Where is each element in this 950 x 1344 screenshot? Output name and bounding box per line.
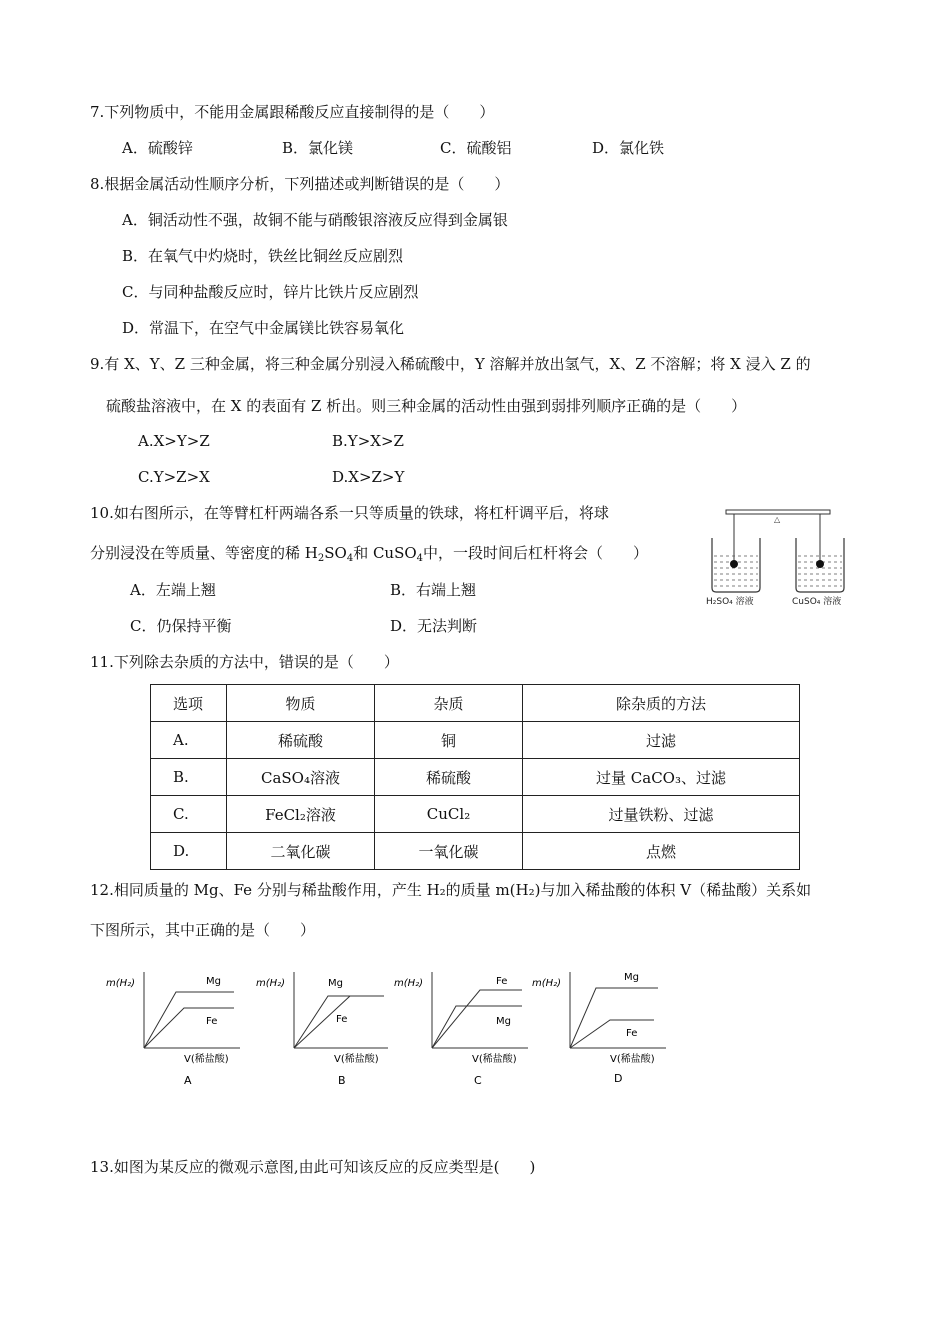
q7-option-c: C．硫酸铝 (440, 139, 512, 157)
q7-option-a: A．硫酸锌 (122, 139, 193, 157)
q10-option-b: B．右端上翘 (390, 581, 477, 599)
cell-impurity: 铜 (375, 722, 523, 759)
q9-stem-line2: 硫酸盐溶液中，在 X 的表面有 Z 析出。则三种金属的活动性由强到弱排列顺序正确的是（ ） (106, 397, 747, 415)
q9-option-a: A.X>Y>Z (138, 432, 210, 450)
cell-substance: 二氧化碳 (227, 833, 375, 870)
header-method: 除杂质的方法 (523, 685, 800, 722)
right-iron-ball (816, 560, 824, 568)
graph-label: C (474, 1074, 482, 1087)
upper-curve-label: Mg (206, 976, 221, 987)
q10-option-a: A．左端上翘 (130, 581, 216, 599)
q9-stem-line1: 9.有 X、Y、Z 三种金属，将三种金属分别浸入稀硫酸中，Y 溶解并放出氢气，X、Z 不溶解；将 X 浸入 Z 的 (90, 355, 811, 373)
lower-curve-label: Mg (496, 1016, 511, 1027)
cuso4-label: CuSO₄ 溶液 (792, 597, 842, 607)
q11-stem: 11.下列除去杂质的方法中，错误的是（ ） (90, 653, 399, 671)
q10-option-d: D．无法判断 (390, 617, 478, 635)
y-axis-label: m(H₂) (256, 978, 286, 989)
header-substance: 物质 (227, 685, 375, 722)
upper-curve-label: Fe (496, 976, 508, 987)
y-axis-label: m(H₂) (394, 978, 424, 989)
q12-stem-line2: 下图所示，其中正确的是（ ） (90, 921, 316, 939)
mg-curve (144, 992, 234, 1048)
q10-option-c: C．仍保持平衡 (130, 617, 232, 635)
lower-curve-label: Fe (206, 1016, 218, 1027)
q8-stem: 8.根据金属活动性顺序分析，下列描述或判断错误的是（ ） (90, 175, 510, 193)
impurity-removal-table (150, 684, 800, 870)
graph-label: A (184, 1074, 192, 1087)
cell-option: A. (151, 722, 227, 759)
q7-option-d: D．氯化铁 (592, 139, 665, 157)
graph-c (392, 964, 532, 1090)
x-axis-label: V(稀盐酸) (184, 1054, 229, 1065)
lower-curve-label: Fe (336, 1014, 348, 1025)
fe-curve (144, 1008, 234, 1048)
cell-impurity: CuCl₂ (375, 796, 523, 833)
graph-d (530, 964, 670, 1090)
pivot-mark: △ (774, 515, 781, 524)
cell-substance: 稀硫酸 (227, 722, 375, 759)
left-liquid (714, 556, 758, 586)
h2so4-label: H₂SO₄ 溶液 (706, 597, 754, 607)
lever-beaker-figure (700, 500, 860, 615)
q8-option-d: D．常温下，在空气中金属镁比铁容易氧化 (122, 319, 405, 337)
x-axis-label: V(稀盐酸) (610, 1054, 655, 1065)
header-option: 选项 (151, 685, 227, 722)
x-axis-label: V(稀盐酸) (472, 1054, 517, 1065)
upper-curve-label: Mg (328, 978, 343, 989)
y-axis-label: m(H₂) (106, 978, 136, 989)
cell-substance: FeCl₂溶液 (227, 796, 375, 833)
q8-option-b: B．在氧气中灼烧时，铁丝比铜丝反应剧烈 (122, 247, 404, 265)
q8-option-c: C．与同种盐酸反应时，锌片比铁片反应剧烈 (122, 283, 419, 301)
graph-label: D (614, 1072, 623, 1085)
q9-option-d: D.X>Z>Y (332, 468, 405, 486)
fe-curve (570, 1020, 654, 1048)
table-header-row (151, 685, 800, 722)
cell-option: C. (151, 796, 227, 833)
q9-option-b: B.Y>X>Z (332, 432, 404, 450)
upper-curve-label: Mg (624, 972, 639, 983)
lower-curve-label: Fe (626, 1028, 638, 1039)
cell-impurity: 一氧化碳 (375, 833, 523, 870)
q10-stem-line1: 10.如右图所示，在等臂杠杆两端各系一只等质量的铁球，将杠杆调平后，将球 (90, 504, 609, 522)
q12-stem-line1: 12.相同质量的 Mg、Fe 分别与稀盐酸作用，产生 H₂的质量 m(H₂)与加入稀盐酸的体积 V（稀盐酸）关系如 (90, 881, 812, 899)
mg-curve (432, 1006, 522, 1048)
table-row (151, 833, 800, 870)
table-row (151, 759, 800, 796)
table-row (151, 722, 800, 759)
cell-option: D. (151, 833, 227, 870)
q10-stem-line2: 分别浸没在等质量、等密度的稀 $H_2SO_4$和 CuSO$_4$中，一段时间后杠杆将会（ ） (90, 544, 649, 564)
cell-method: 过量 CaCO₃、过滤 (523, 759, 800, 796)
cell-method: 过滤 (523, 722, 800, 759)
graph-b (252, 964, 392, 1090)
q7-option-b: B．氯化镁 (282, 139, 354, 157)
lever-beam (726, 510, 830, 514)
q13-stem: 13.如图为某反应的微观示意图,由此可知该反应的反应类型是( ) (90, 1158, 536, 1176)
cell-method: 过量铁粉、过滤 (523, 796, 800, 833)
cell-option: B. (151, 759, 227, 796)
cell-impurity: 稀硫酸 (375, 759, 523, 796)
q7-stem: 7.下列物质中，不能用金属跟稀酸反应直接制得的是（ ） (90, 103, 495, 121)
q8-option-a: A．铜活动性不强，故铜不能与硝酸银溶液反应得到金属银 (122, 211, 508, 229)
left-iron-ball (730, 560, 738, 568)
cell-substance: CaSO₄溶液 (227, 759, 375, 796)
header-impurity: 杂质 (375, 685, 523, 722)
table-row (151, 796, 800, 833)
graph-a (104, 964, 244, 1090)
x-axis-label: V(稀盐酸) (334, 1054, 379, 1065)
graph-label: B (338, 1074, 346, 1087)
cell-method: 点燃 (523, 833, 800, 870)
q9-option-c: C.Y>Z>X (138, 468, 210, 486)
y-axis-label: m(H₂) (532, 978, 562, 989)
